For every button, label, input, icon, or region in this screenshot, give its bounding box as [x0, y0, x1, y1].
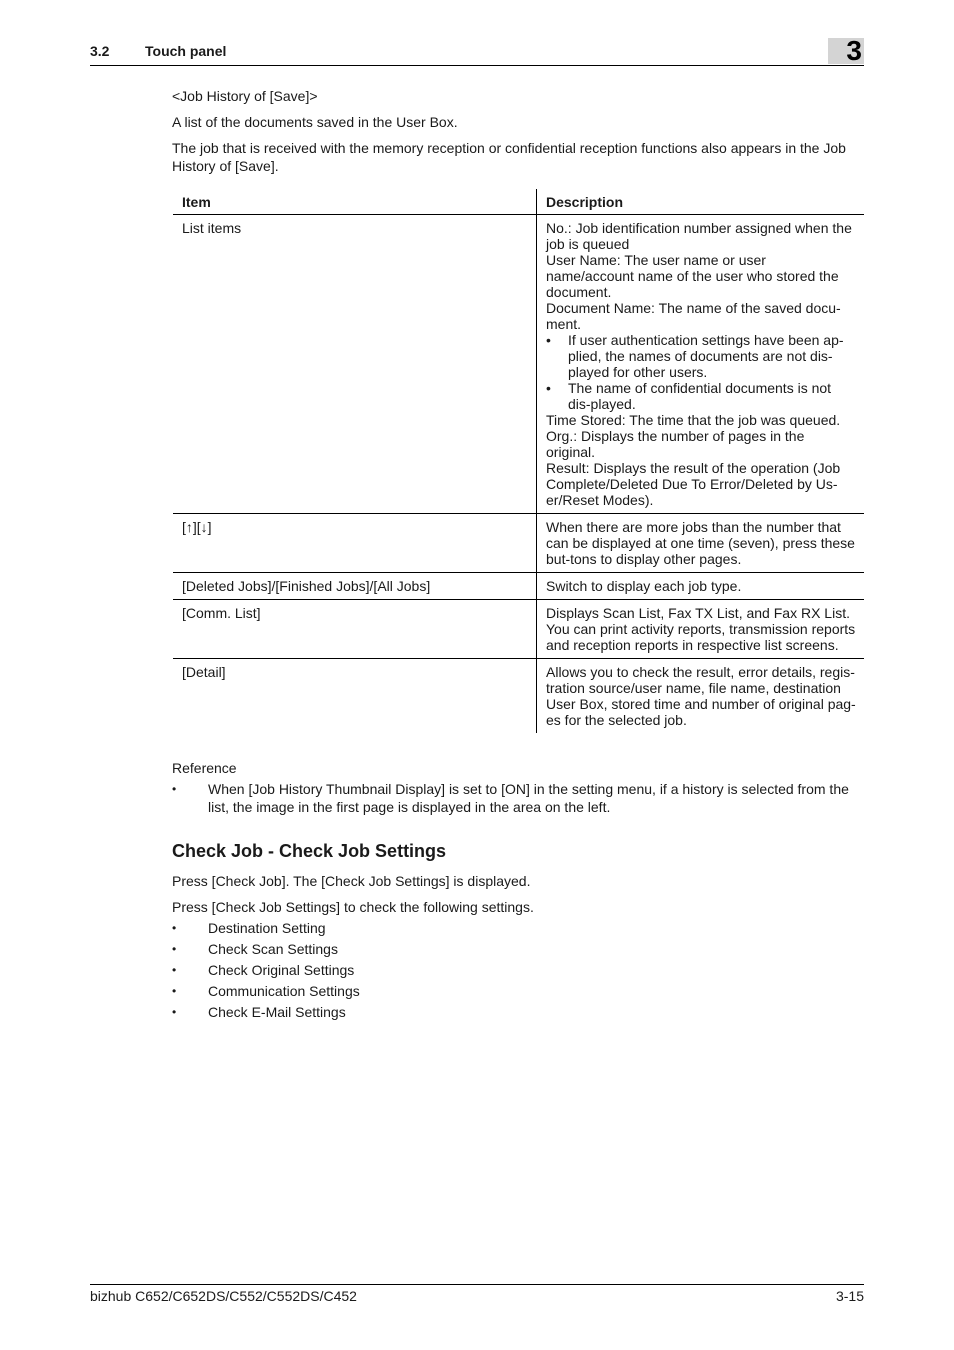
bullet-icon: •: [172, 1005, 177, 1019]
row-description-list-items: [537, 215, 865, 514]
list-item: • Check Original Settings: [172, 962, 355, 978]
row-description-arrows: When there are more jobs than the number that can be displayed at one time (seven), press these but-tons to display other pages.: [537, 514, 865, 573]
chapter-tab: 3: [828, 38, 864, 64]
reference-label: Reference: [172, 760, 237, 776]
table-row: [173, 215, 864, 514]
column-header-item: Item: [173, 189, 537, 215]
bullet-icon: •: [172, 942, 177, 956]
job-history-subheading: <Job History of [Save]>: [172, 88, 318, 104]
column-header-description: Description: [537, 189, 865, 215]
reference-item: • When [Job History Thumbnail Display] is set to [ON] in the setting menu, if a history is selected from the list, the image in the first page is displayed in the area on the left.: [172, 781, 849, 815]
row-description-comm-list: Displays Scan List, Fax TX List, and Fax RX List. You can print activity reports, transmission reports and reception reports in respective list screens.: [537, 600, 865, 659]
check-job-para1: Press [Check Job]. The [Check Job Settings] is displayed.: [172, 873, 531, 889]
main-content: [172, 87, 864, 1021]
row-item-comm-list: [Comm. List]: [173, 600, 537, 659]
bullet-icon: •: [172, 782, 177, 796]
row-item-detail: [Detail]: [173, 659, 537, 734]
section-number: 3.2: [90, 43, 110, 59]
table-row: [173, 514, 864, 573]
bullet-icon: •: [172, 921, 177, 935]
bullet-icon: •: [172, 963, 177, 977]
row-item-list-items: List items: [173, 215, 537, 514]
list-item: • Check E-Mail Settings: [172, 1004, 346, 1020]
section-title: Touch panel: [145, 43, 227, 59]
row-description-detail: Allows you to check the result, error details, regis-tration source/user name, file name, destination User Box, stored time and number of original pag-es for the selected job.: [546, 664, 856, 728]
row-item-job-types: [Deleted Jobs]/[Finished Jobs]/[All Jobs]: [173, 573, 537, 600]
row-description-job-types: Switch to display each job type.: [537, 573, 865, 600]
check-job-heading: Check Job - Check Job Settings: [172, 841, 447, 861]
check-job-para2: Press [Check Job Settings] to check the following settings.: [172, 899, 534, 915]
desc-line: User Name: The user name or user name/account name of the user who stored the document.: [546, 252, 839, 300]
desc-line: Org.: Displays the number of pages in the original.: [546, 428, 805, 460]
desc-bullet: • If user authentication settings have been ap-plied, the names of documents are not dis-played for other users.: [546, 332, 844, 380]
page-footer: [90, 1284, 864, 1307]
intro-note: The job that is received with the memory reception or confidential reception functions also appears in the Job History of [Save].: [172, 140, 846, 174]
desc-bullet: • The name of confidential documents is not dis-played.: [546, 380, 832, 412]
list-item: • Communication Settings: [172, 983, 360, 999]
desc-line: No.: Job identification number assigned when the job is queued: [546, 220, 852, 252]
footer-page-number: 3-15: [835, 1288, 864, 1304]
row-item-arrows: [↑][↓]: [173, 514, 537, 573]
table-header-row: [173, 189, 864, 215]
desc-line: Result: Displays the result of the operation (Job Complete/Deleted Due To Error/Deleted by Us-er/Reset Modes).: [546, 460, 841, 508]
list-item: • Check Scan Settings: [172, 941, 338, 957]
table-row: [173, 659, 864, 734]
footer-model: bizhub C652/C652DS/C552/C552DS/C452: [90, 1288, 357, 1304]
bullet-icon: •: [172, 984, 177, 998]
table-row: [173, 600, 864, 659]
list-item: • Destination Setting: [172, 920, 326, 936]
bullet-icon: •: [546, 332, 551, 348]
desc-line: Time Stored: The time that the job was queued.: [546, 412, 841, 428]
bullet-icon: •: [546, 380, 551, 396]
job-history-table: [173, 189, 864, 733]
intro-lead: A list of the documents saved in the User Box.: [172, 114, 458, 130]
table-row: [173, 573, 864, 600]
desc-line: Document Name: The name of the saved docu-ment.: [546, 300, 841, 332]
page-header: [90, 35, 864, 66]
